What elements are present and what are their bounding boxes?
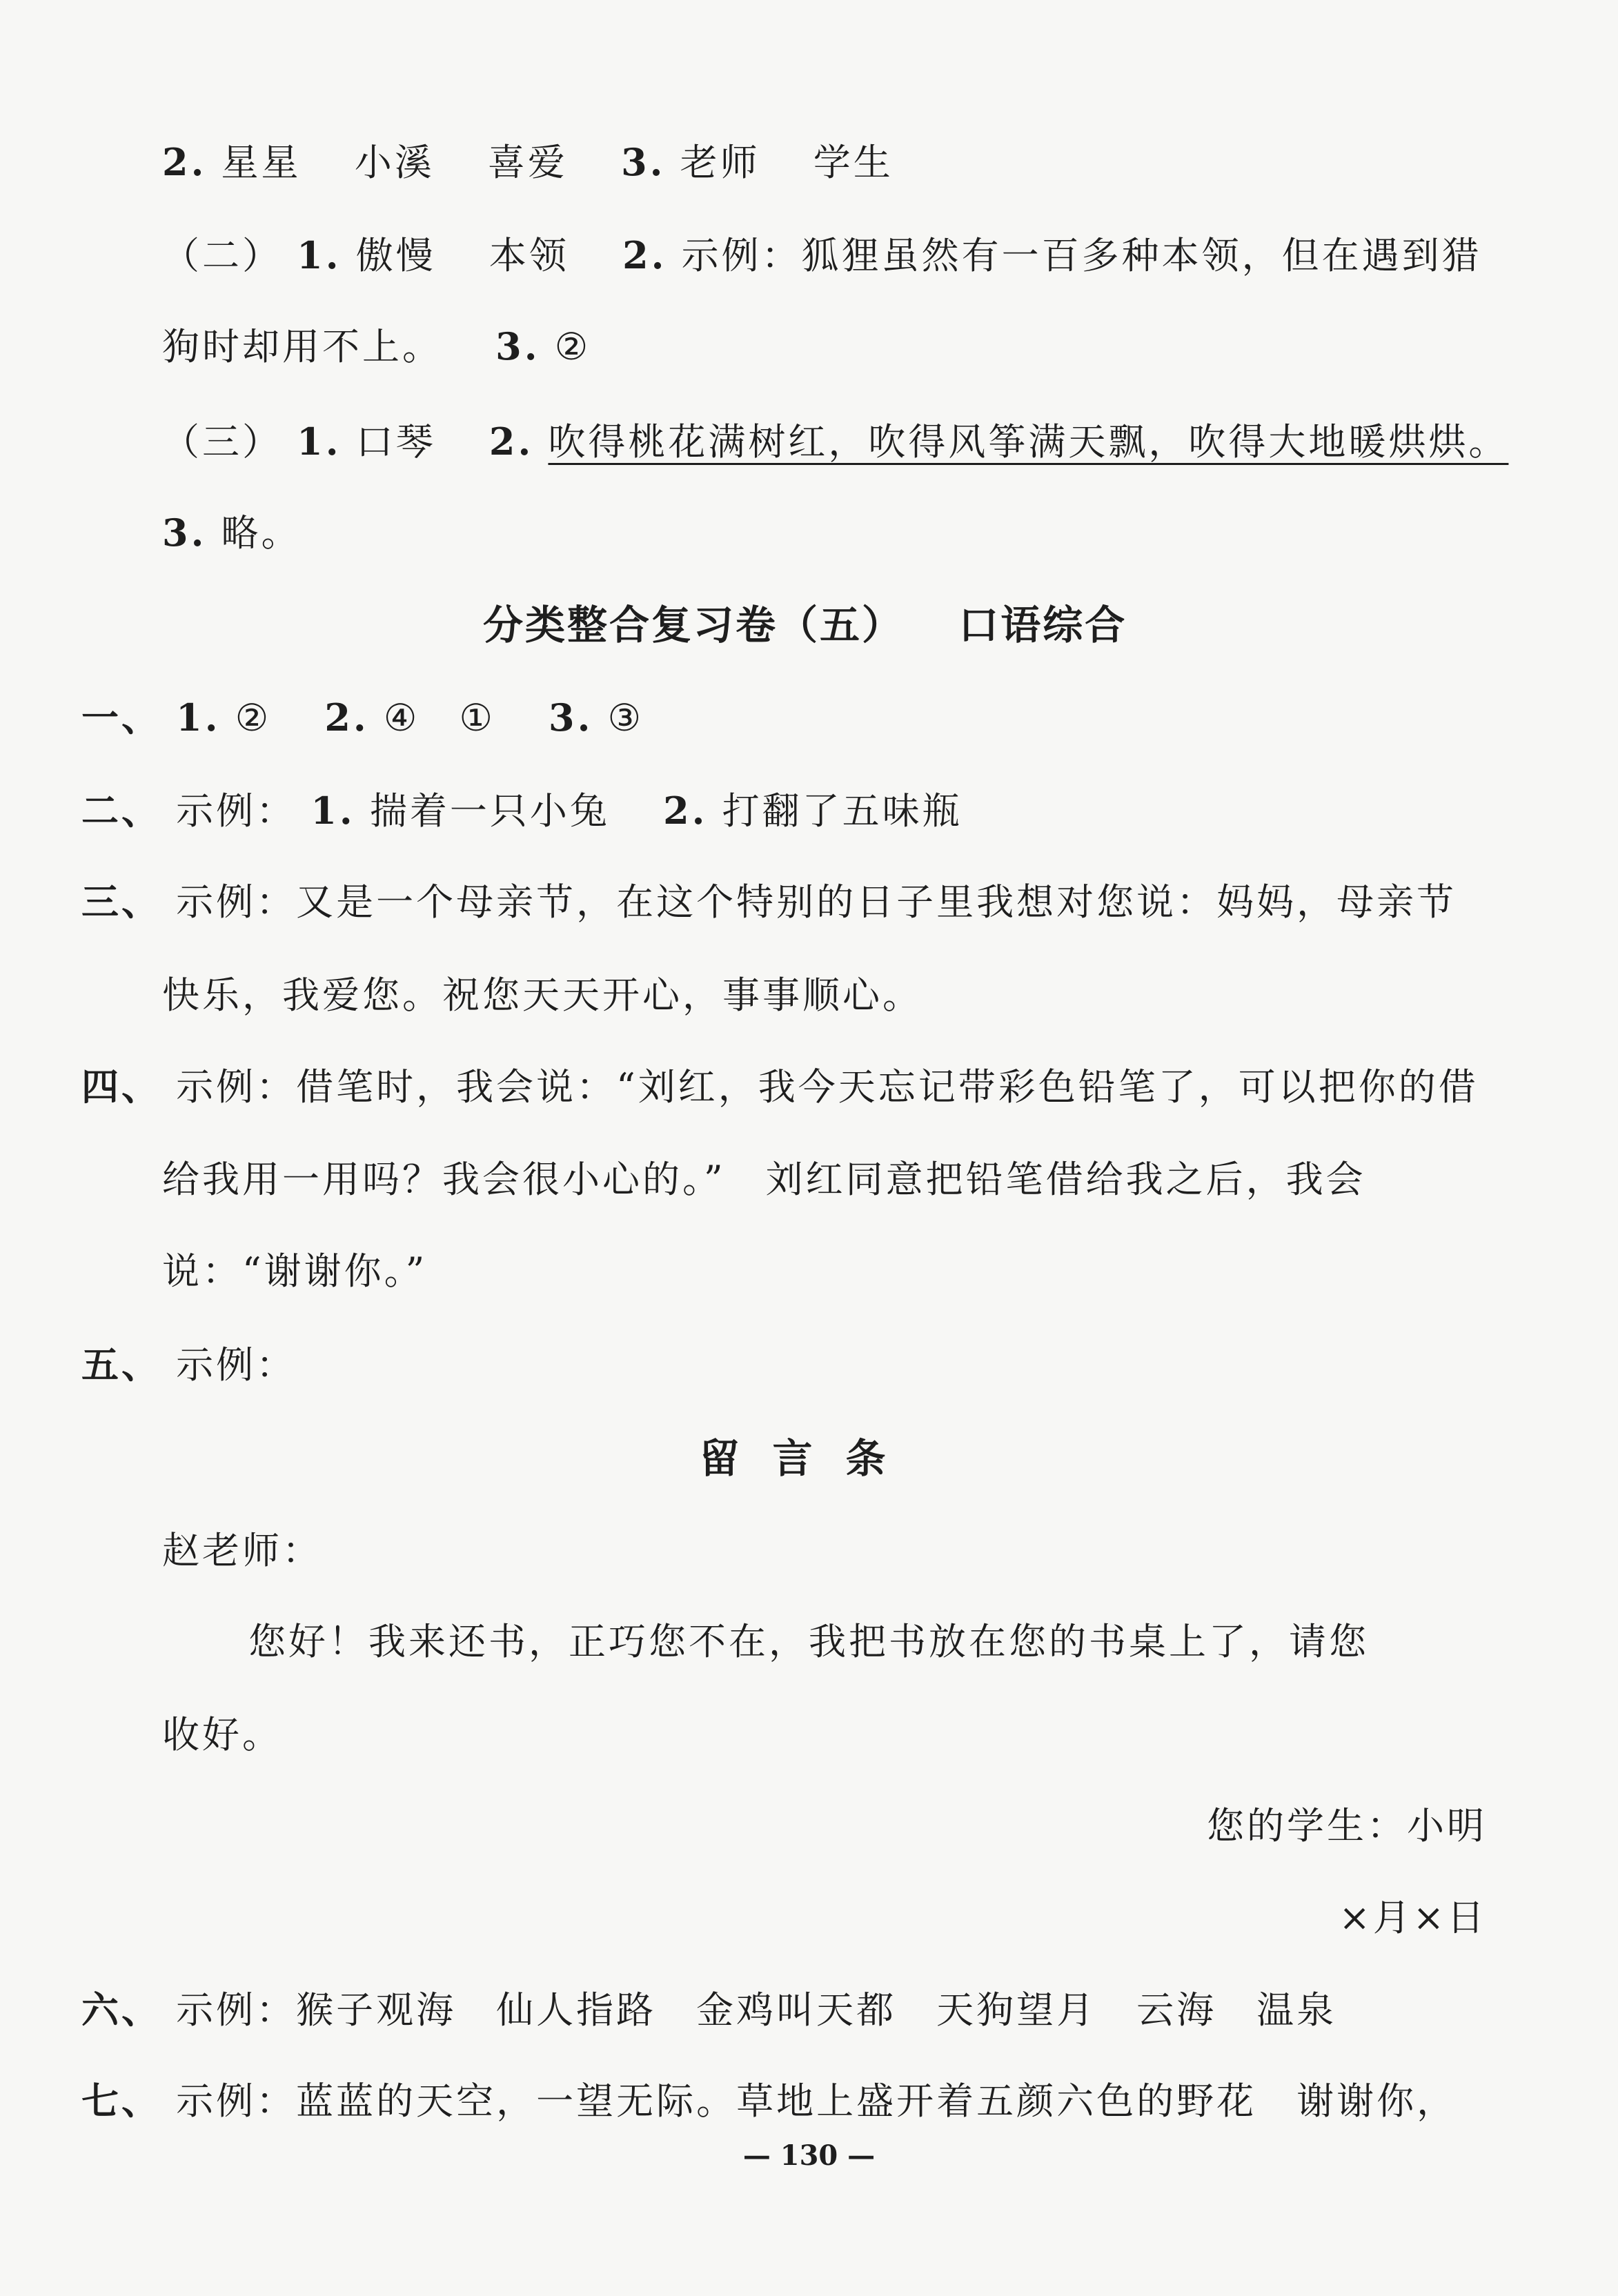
answer-text: 示例：狐狸虽然有一百多种本领，但在遇到猎 — [681, 234, 1482, 277]
question-number: 3. — [621, 140, 666, 184]
item-prefix: 四、 — [81, 1065, 161, 1109]
answer-text: 星星 — [221, 141, 302, 184]
answer-text: 老师 — [680, 141, 760, 184]
section-title — [483, 600, 1127, 650]
answer-text: ② — [554, 325, 591, 368]
item-one — [81, 693, 644, 742]
item-two — [81, 786, 963, 835]
answer-line-5 — [162, 508, 302, 557]
answer-text: 打翻了五味瓶 — [722, 789, 963, 833]
note-greeting — [162, 1527, 322, 1575]
answer-text: 示例：又是一个母亲节，在这个特别的日子里我想对您说：妈妈，母亲节 — [176, 880, 1457, 924]
answer-text: ④ — [383, 696, 420, 740]
question-number: 2. — [162, 140, 207, 184]
answer-text: 口琴 — [355, 420, 436, 464]
answer-text: 本领 — [489, 234, 569, 277]
answer-text: 学生 — [813, 141, 894, 184]
item-prefix: 一、 — [81, 695, 161, 740]
item-three-line-2 — [162, 971, 923, 1020]
section-title-main: 分类整合复习卷（五） — [483, 602, 905, 649]
question-number: 1. — [176, 695, 221, 740]
note-title: 留言条 — [699, 1435, 919, 1482]
answer-text: 给我用一用吗？我会很小心的。” 刘红同意把铅笔借给我之后，我会 — [162, 1158, 1366, 1201]
answer-text: 示例：借笔时，我会说：“刘红，我今天忘记带彩色铅笔了，可以把你的借 — [176, 1065, 1479, 1109]
item-four-line-3 — [162, 1247, 427, 1296]
answer-text: 示例：猴子观海 仙人指路 金鸡叫天都 天狗望月 云海 温泉 — [176, 1988, 1337, 2032]
answer-text: 赵老师： — [162, 1529, 322, 1572]
item-three-line-1 — [81, 878, 1457, 927]
item-four-line-1 — [81, 1062, 1479, 1111]
answer-text: 说：“谢谢你。” — [162, 1249, 428, 1293]
section-title-sub: 口语综合 — [958, 602, 1127, 649]
answer-line-3 — [162, 322, 591, 371]
question-number: 2. — [663, 789, 708, 833]
note-body-line-1 — [248, 1618, 1369, 1666]
answer-text: 快乐，我爱您。祝您天天开心，事事顺心。 — [162, 973, 923, 1017]
item-four-line-2 — [162, 1156, 1366, 1204]
answer-text: ② — [235, 696, 272, 740]
section-prefix: （三） — [162, 420, 282, 464]
answer-text: 喜爱 — [487, 141, 568, 184]
answer-text: 示例： — [176, 1343, 297, 1387]
item-prefix: 七、 — [81, 2079, 161, 2123]
answer-text: 您好！我来还书，正巧您不在，我把书放在您的书桌上了，请您 — [248, 1620, 1369, 1663]
item-five — [81, 1340, 296, 1389]
item-six — [81, 1986, 1336, 2035]
answer-text: 示例：蓝蓝的天空，一望无际。草地上盛开着五颜六色的野花 谢谢你， — [176, 2079, 1457, 2123]
page-number: — 130 — — [742, 2139, 876, 2172]
question-number: 2. — [489, 419, 534, 464]
question-number: 1. — [297, 419, 342, 464]
answer-line-1 — [162, 138, 894, 187]
item-seven — [81, 2077, 1457, 2126]
answer-text: 略。 — [221, 511, 302, 555]
question-number: 1. — [310, 789, 355, 833]
note-date: ×月×日 — [1339, 1896, 1487, 1939]
answer-text: 小溪 — [354, 141, 435, 184]
answer-text: 揣着一只小兔 — [369, 789, 610, 833]
item-prefix: 三、 — [81, 880, 161, 924]
answer-text: ① — [459, 696, 495, 740]
note-body-line-2 — [162, 1711, 282, 1759]
item-prefix: 二、 — [81, 789, 161, 833]
note-signature: 您的学生：小明 — [1207, 1804, 1487, 1848]
answer-line-2 — [162, 231, 1482, 280]
question-number: 3. — [495, 324, 540, 368]
question-number: 3. — [162, 511, 207, 555]
answer-line-4 — [162, 417, 1508, 466]
answer-text: 示例： — [176, 789, 297, 833]
answer-text: 傲慢 — [355, 234, 436, 277]
question-number: 2. — [324, 695, 369, 740]
question-number: 2. — [622, 233, 667, 277]
answer-text: 收好。 — [162, 1713, 282, 1756]
question-number: 1. — [297, 233, 342, 277]
item-prefix: 五、 — [81, 1343, 161, 1387]
section-prefix: （二） — [162, 234, 282, 277]
item-prefix: 六、 — [81, 1988, 161, 2032]
answer-text: ③ — [607, 696, 644, 740]
underlined-answer: 吹得桃花满树红，吹得风筝满天飘，吹得大地暖烘烘。 — [548, 420, 1509, 464]
answer-text: 狗时却用不上。 — [162, 325, 442, 368]
question-number: 3. — [549, 695, 593, 740]
